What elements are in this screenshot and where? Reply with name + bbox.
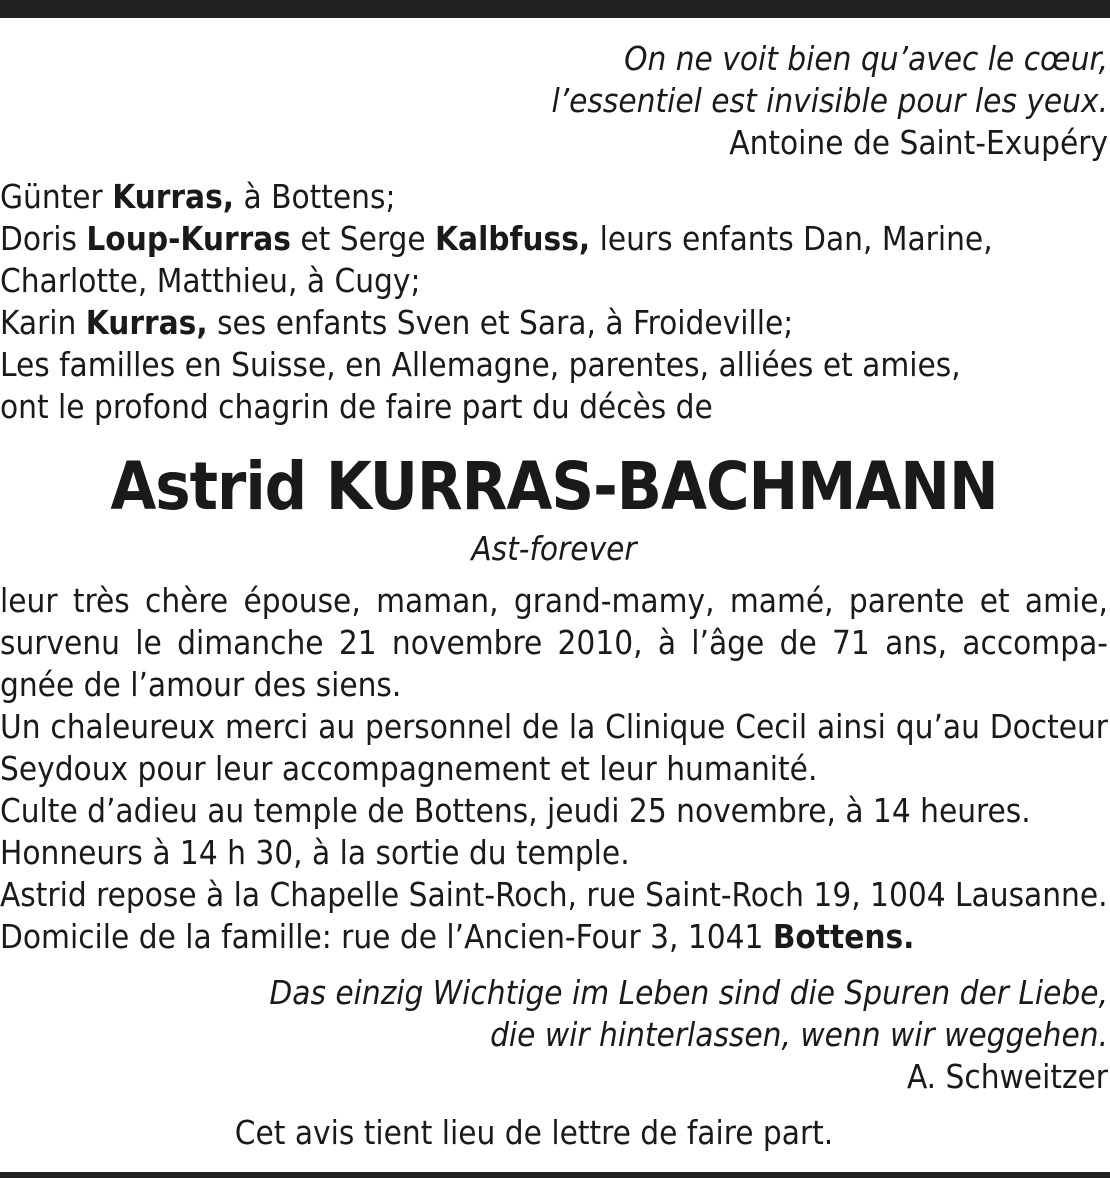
closing-quote-line-2: die wir hinterlassen, wenn wir weggehen.	[490, 1015, 1108, 1054]
first-name: Günter	[0, 177, 113, 216]
family-line-1	[0, 176, 1108, 218]
deceased-name: Astrid KURRAS-BACHMANN	[110, 448, 998, 525]
epigraph-line-1: On ne voit bien qu’avec le cœur,	[624, 39, 1108, 78]
surname: Kurras,	[112, 177, 235, 216]
surname: Kalbfuss,	[435, 219, 591, 258]
epigraph-line-2: l’essentiel est invisible pour les yeux.	[551, 81, 1108, 120]
family-line-3: Charlotte, Matthieu, à Cugy;	[0, 261, 421, 300]
deceased-nickname: Ast-forever	[471, 529, 637, 568]
epigraph-author: Antoine de Saint-Exupéry	[729, 123, 1108, 162]
thanks-line-1: Un chaleureux merci au personnel de la Clinique Cecil ainsi qu’au Docteur	[0, 707, 1108, 746]
notice-body	[0, 580, 1108, 958]
family-line-2	[0, 218, 1108, 260]
rest-place-line: Astrid repose à la Chapelle Saint-Roch, rue Saint-Roch 19, 1004 Lausanne.	[0, 875, 1108, 914]
connector: et Serge	[290, 219, 436, 258]
surname: Loup-Kurras	[86, 219, 291, 258]
family-list	[0, 176, 1108, 428]
place: à Bottens;	[234, 177, 396, 216]
bottom-rule	[0, 1172, 1110, 1178]
body-line-1: leur très chère épouse, maman, grand-mamy, mamé, parente et amie,	[0, 581, 1108, 620]
surname: Kurras,	[85, 303, 208, 342]
family-line-4	[0, 302, 1108, 344]
family-line-5: Les familles en Suisse, en Allemagne, parentes, alliées et amies,	[0, 345, 961, 384]
top-rule	[0, 0, 1110, 18]
family-line-6: ont le profond chagrin de faire part du décès de	[0, 387, 713, 426]
closing-quote	[0, 972, 1108, 1098]
first-name: Doris	[0, 219, 87, 258]
children: leurs enfants Dan, Marine,	[590, 219, 993, 258]
ceremony-line: Culte d’adieu au temple de Bottens, jeudi 25 novembre, à 14 heures.	[0, 791, 1031, 830]
first-name: Karin	[0, 303, 86, 342]
body-line-3: gnée de l’amour des siens.	[0, 665, 402, 704]
thanks-line-2: Seydoux pour leur accompagnement et leur humanité.	[0, 749, 818, 788]
closing-quote-author: A. Schweitzer	[906, 1057, 1108, 1096]
obituary-notice	[0, 38, 1108, 1154]
address: Domicile de la famille: rue de l’Ancien-Four 3, 1041	[0, 917, 773, 956]
family-address-line	[0, 916, 1108, 958]
honours-line: Honneurs à 14 h 30, à la sortie du temple.	[0, 833, 630, 872]
epigraph	[0, 38, 1108, 164]
body-line-2: survenu le dimanche 21 novembre 2010, à l’âge de 71 ans, accompa-	[0, 623, 1108, 662]
closing-quote-line-1: Das einzig Wichtige im Leben sind die Spuren der Liebe,	[269, 973, 1108, 1012]
children: ses enfants Sven et Sara, à Froideville;	[207, 303, 794, 342]
closing-statement: Cet avis tient lieu de lettre de faire part.	[234, 1113, 834, 1152]
town: Bottens.	[772, 917, 915, 956]
